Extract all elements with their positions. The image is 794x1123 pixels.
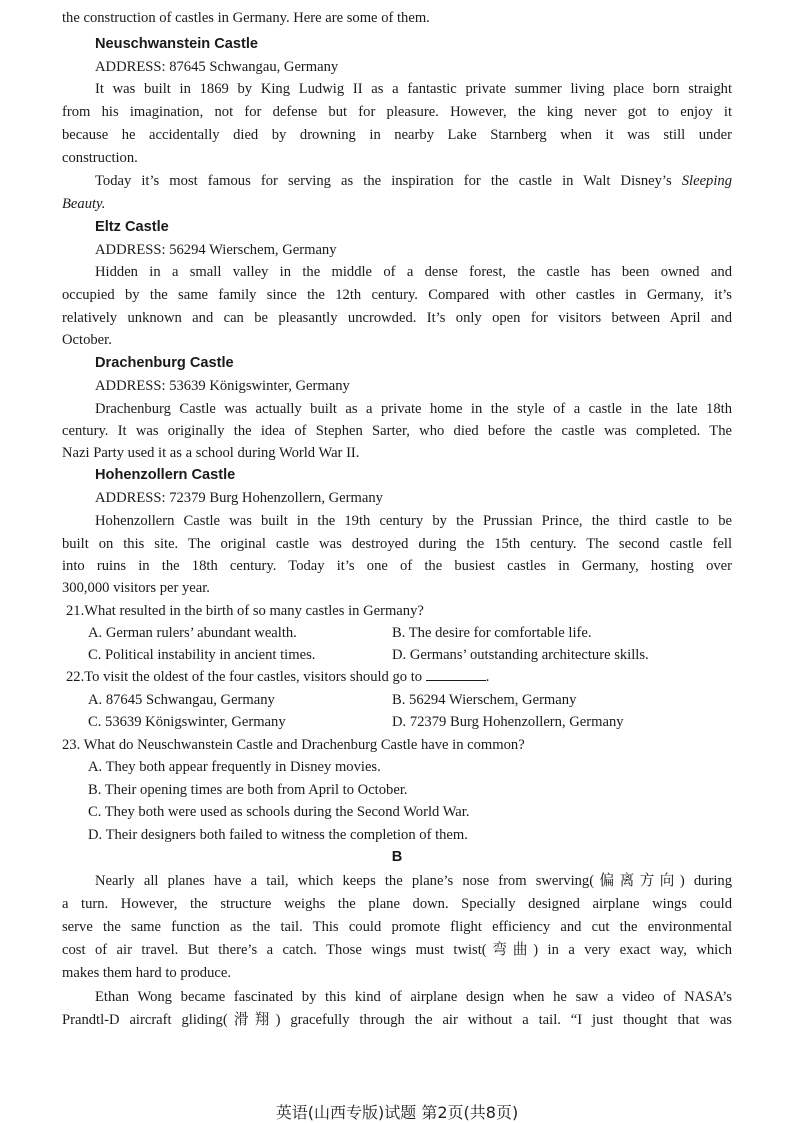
question-22-option-d: D. 72379 Burg Hohenzollern, Germany [392,714,624,730]
text-line: into ruins in the 18th century. Today it’s one of the busiest castles in Germany, hosting over [62,558,732,574]
text-line: Prandtl-D aircraft gliding(滑翔) gracefully through the air without a tail. “I just thought that was [62,1012,732,1028]
castle-2-name: Eltz Castle [95,219,169,235]
question-23-option-b: B. Their opening times are both from April to October. [88,782,408,798]
question-23-option-d: D. Their designers both failed to witness the completion of them. [88,827,468,843]
text-line: century. It was originally the idea of Stephen Sarter, who died before the castle was completed. The [62,423,732,439]
text-line: from his imagination, not for defense but for pleasure. However, the king never got to enjoy it [62,104,732,120]
text-line: a turn. However, the structure weighs the plane down. Specially designed airplane wings could [62,896,732,912]
castle-4-address: ADDRESS: 72379 Burg Hohenzollern, Germany [95,490,383,506]
text-line: makes them hard to produce. [62,965,231,981]
question-22: 22.To visit the oldest of the four castles, visitors should go to . [66,669,490,685]
text-line: October. [62,332,112,348]
question-22-option-c: C. 53639 Königswinter, Germany [88,714,286,730]
page-footer: 英语(山西专版)试题 第2页(共8页) [275,1103,519,1122]
castle-1-address: ADDRESS: 87645 Schwangau, Germany [95,59,339,75]
text-line: Beauty. [62,196,106,212]
text-line: cost of air travel. But there’s a catch. Those wings must twist(弯曲) in a very exact way, which [62,942,732,958]
question-23: 23. What do Neuschwanstein Castle and Drachenburg Castle have in common? [62,737,525,753]
text-line: Drachenburg Castle was actually built as a private home in the style of a castle in the late 18th [95,401,732,417]
text-line: Hohenzollern Castle was built in the 19th century by the Prussian Prince, the third castle to be [95,513,732,529]
question-21-option-c: C. Political instability in ancient times. [88,647,316,663]
text-line: Ethan Wong became fascinated by this kind of airplane design when he saw a video of NASA’s [95,989,732,1005]
text-line: occupied by the same family since the 12th century. Compared with other castles in Germany, it’s [62,287,732,303]
question-21-option-a: A. German rulers’ abundant wealth. [88,625,297,641]
text-line: relatively unknown and can be pleasantly uncrowded. It’s only open for visitors between April and [62,310,732,326]
text-line: serve the same function as the tail. This could promote flight efficiency and cut the environmental [62,919,732,935]
question-22-option-b: B. 56294 Wierschem, Germany [392,692,577,708]
question-21-option-d: D. Germans’ outstanding architecture skills. [392,647,649,663]
text-line: Nearly all planes have a tail, which keeps the plane’s nose from swerving(偏离方向) during [95,873,732,889]
castle-1-name: Neuschwanstein Castle [95,36,259,52]
section-b-heading: B [391,849,403,865]
castle-3-address: ADDRESS: 53639 Königswinter, Germany [95,378,350,394]
text-line: construction. [62,150,138,166]
castle-2-address: ADDRESS: 56294 Wierschem, Germany [95,242,337,258]
question-23-option-c: C. They both were used as schools during the Second World War. [88,804,470,820]
text-line: It was built in 1869 by King Ludwig II as a fantastic private summer living place born straight [95,81,732,97]
castle-4-name: Hohenzollern Castle [95,467,236,483]
text-line: because he accidentally died by drowning in nearby Lake Starnberg when it was still under [62,127,732,143]
answer-blank [426,668,486,681]
text-line: Today it’s most famous for serving as the inspiration for the castle in Walt Disney’s Sleeping [95,173,732,189]
castle-3-name: Drachenburg Castle [95,355,234,371]
text-line: the construction of castles in Germany. Here are some of them. [62,10,430,26]
question-21: 21.What resulted in the birth of so many castles in Germany? [66,603,424,619]
question-21-option-b: B. The desire for comfortable life. [392,625,592,641]
text-line: Hidden in a small valley in the middle of a dense forest, the castle has been owned and [95,264,732,280]
text-line: 300,000 visitors per year. [62,580,210,596]
question-22-option-a: A. 87645 Schwangau, Germany [88,692,275,708]
text-line: built on this site. The original castle was destroyed during the 15th century. The second castle fell [62,536,732,552]
question-23-option-a: A. They both appear frequently in Disney movies. [88,759,381,775]
text-line: Nazi Party used it as a school during World War II. [62,445,360,461]
